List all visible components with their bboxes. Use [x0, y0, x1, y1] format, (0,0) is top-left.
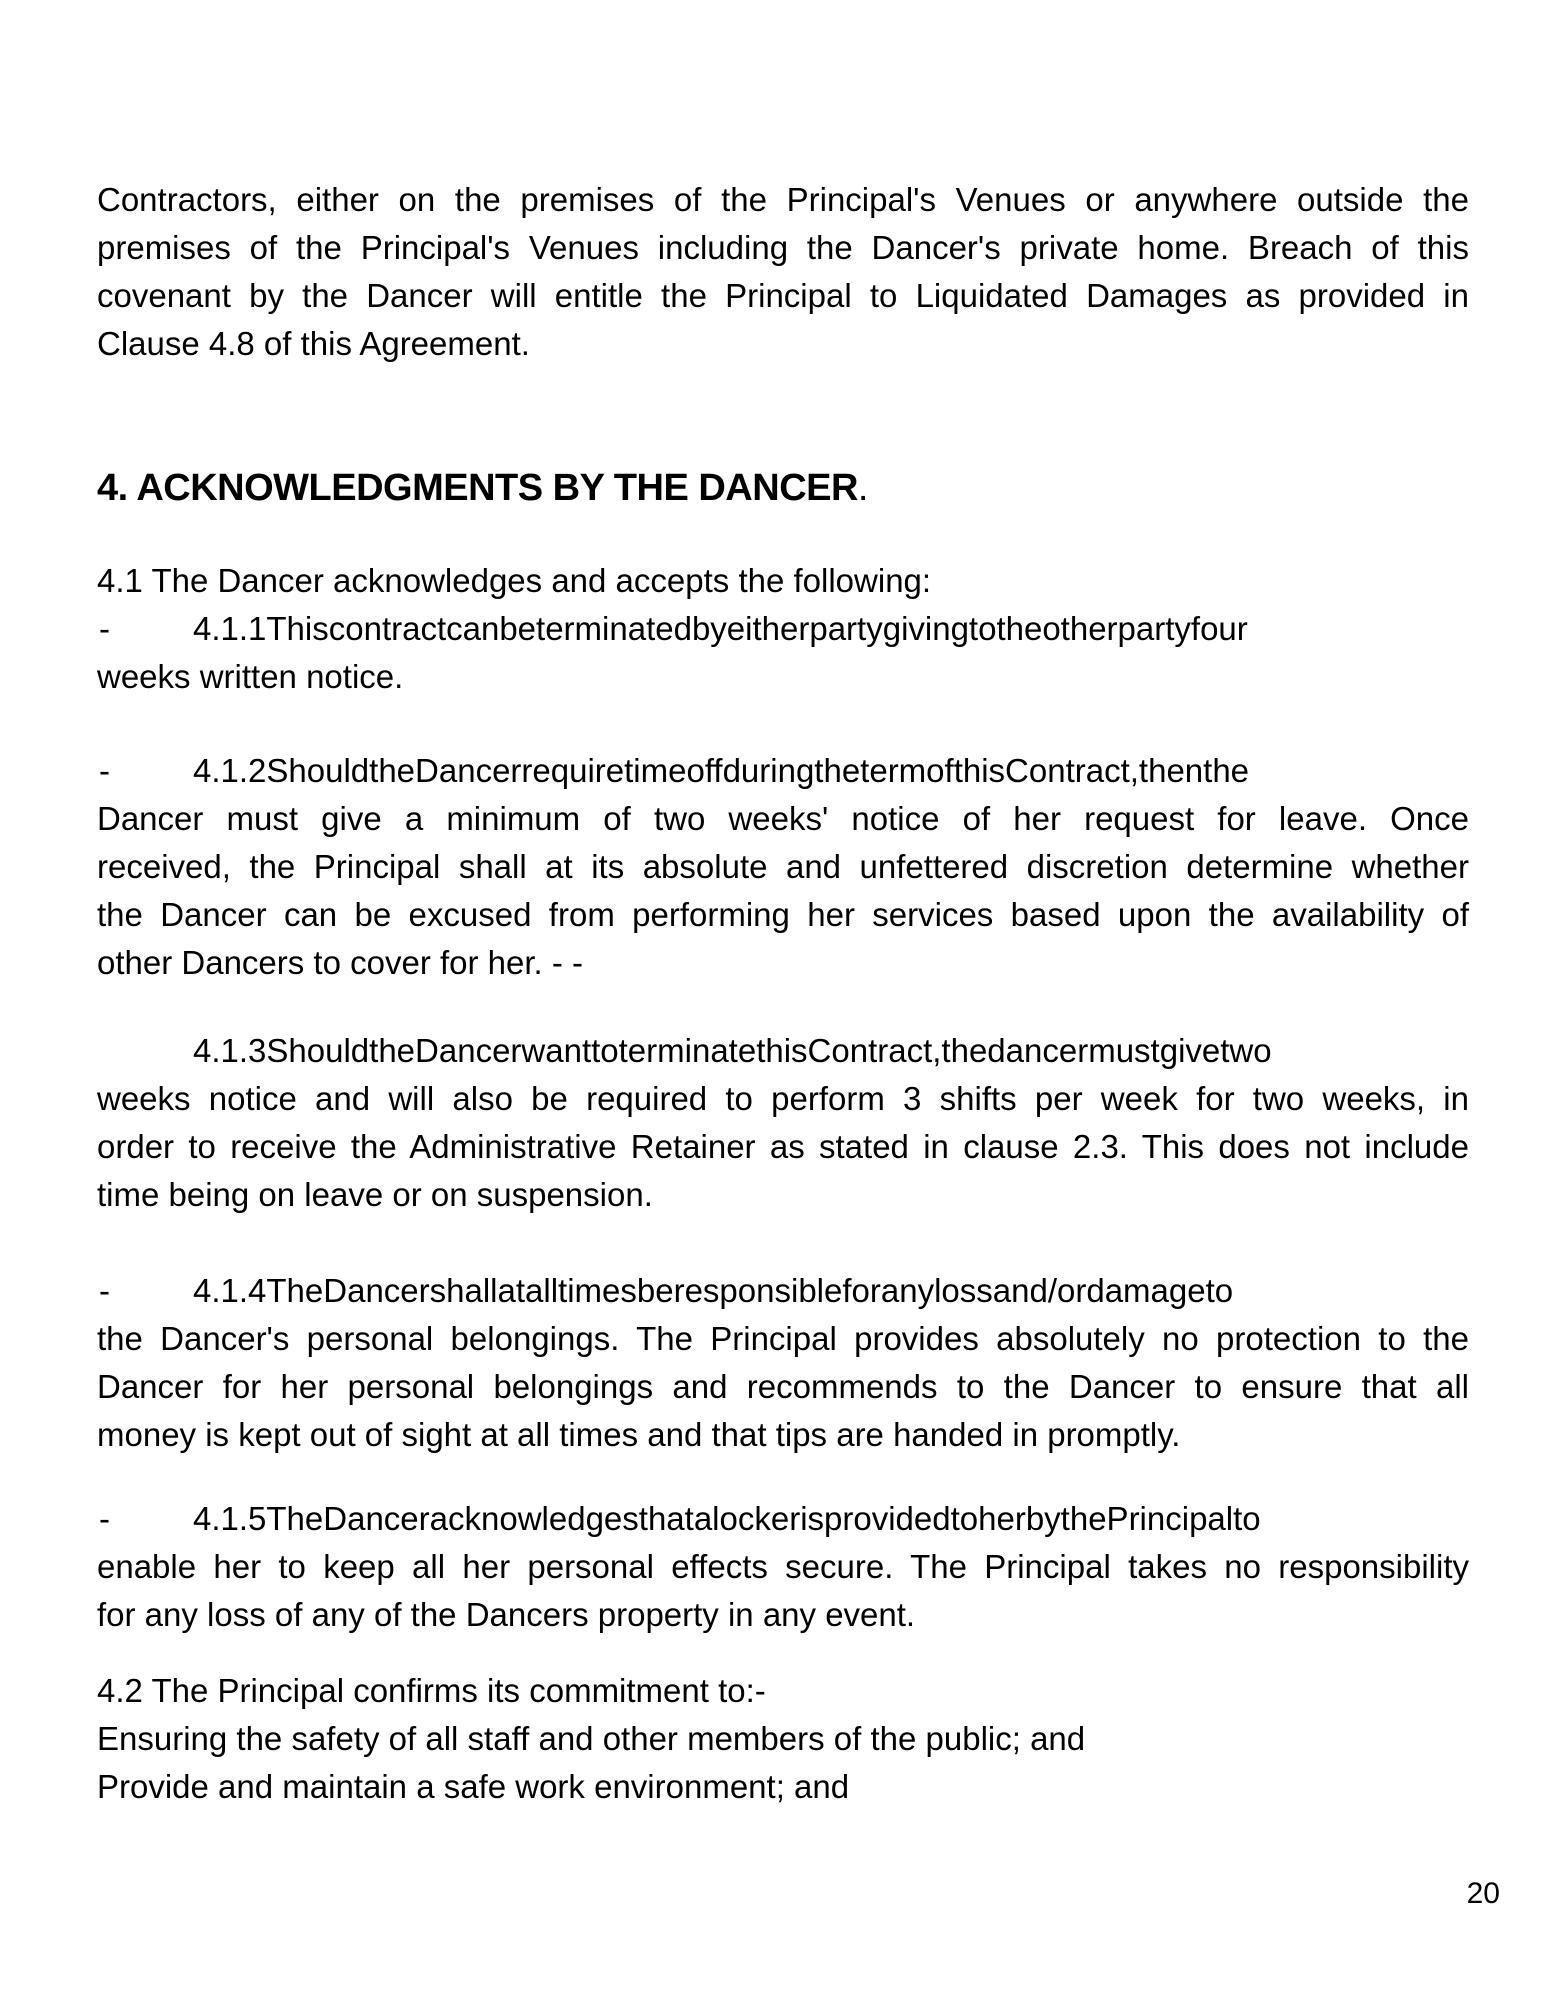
- text-line: Dancer must give a minimum of two weeks' notice of her request for leave. Once: [97, 800, 1469, 837]
- text-line: Ensuring the safety of all staff and other members of the public; and: [97, 1720, 1086, 1757]
- text-line: covenant by the Dancer will entitle the Principal to Liquidated Damages as provided in: [97, 277, 1469, 314]
- text-line: 4.2 The Principal confirms its commitment to:-: [97, 1672, 766, 1709]
- dash-marker: -: [99, 1500, 110, 1537]
- text-line: premises of the Principal's Venues including the Dancer's private home. Breach of this: [97, 229, 1469, 266]
- clause-4-1-5-line: [97, 1495, 1469, 1543]
- clause-4-1-4: [97, 1267, 1469, 1459]
- text-line: other Dancers to cover for her. - -: [97, 944, 584, 981]
- text-line: Contractors, either on the premises of the Principal's Venues or anywhere outside the: [97, 181, 1469, 218]
- clause-4-1-3-line: [97, 1027, 1469, 1075]
- dash-marker: -: [99, 752, 110, 789]
- text-line: received, the Principal shall at its absolute and unfettered discretion determine whether: [97, 848, 1469, 885]
- clause-text: 4.1.4TheDancershallatalltimesberesponsibleforanylossand/ordamageto: [193, 1272, 1234, 1309]
- text-line: Clause 4.8 of this Agreement.: [97, 325, 530, 362]
- text-line: the Dancer's personal belongings. The Principal provides absolutely no protection to the: [97, 1320, 1469, 1357]
- dash-marker: -: [99, 1272, 110, 1309]
- text-line: weeks written notice.: [97, 658, 404, 695]
- document-page: [97, 176, 1469, 1811]
- clause-4-2: [97, 1667, 1469, 1811]
- text-line: money is kept out of sight at all times and that tips are handed in promptly.: [97, 1416, 1181, 1453]
- heading-period: .: [857, 467, 868, 509]
- dash-marker: -: [99, 610, 110, 647]
- text-line: Dancer for her personal belongings and recommends to the Dancer to ensure that all: [97, 1368, 1469, 1405]
- text-line: order to receive the Administrative Retainer as stated in clause 2.3. This does not include: [97, 1128, 1469, 1165]
- clause-4-1-3: [97, 1027, 1469, 1219]
- clause-4-1-4-line: [97, 1267, 1469, 1315]
- text-line: 4.1 The Dancer acknowledges and accepts the following:: [97, 562, 932, 599]
- text-line: for any loss of any of the Dancers property in any event.: [97, 1596, 916, 1633]
- text-line: the Dancer can be excused from performing her services based upon the availability of: [97, 896, 1469, 933]
- clause-text: 4.1.1Thiscontractcanbeterminatedbyeitherpartygivingtotheotherpartyfour: [193, 610, 1248, 647]
- text-line: time being on leave or on suspension.: [97, 1176, 653, 1213]
- clause-4-1-2-line: [97, 747, 1469, 795]
- clause-4-1-2: [97, 747, 1469, 987]
- heading-text: 4. ACKNOWLEDGMENTS BY THE DANCER: [97, 467, 858, 509]
- section-heading-acknowledgments: [97, 464, 1469, 512]
- clause-text: 4.1.5TheDanceracknowledgesthatalockerisprovidedtoherbythePrincipalto: [193, 1500, 1261, 1537]
- paragraph-contractors: [97, 176, 1469, 368]
- text-line: Provide and maintain a safe work environment; and: [97, 1768, 850, 1805]
- text-line: enable her to keep all her personal effects secure. The Principal takes no responsibility: [97, 1548, 1469, 1585]
- clause-4-1-1-line: [97, 605, 1469, 653]
- clause-text: 4.1.2ShouldtheDancerrequiretimeoffduringthetermofthisContract,thenthe: [193, 752, 1250, 789]
- clause-4-1-5: [97, 1495, 1469, 1639]
- page-number: 20: [1466, 1877, 1500, 1910]
- text-line: weeks notice and will also be required to perform 3 shifts per week for two weeks, in: [97, 1080, 1469, 1117]
- clause-text: 4.1.3ShouldtheDancerwanttoterminatethisContract,thedancermustgivetwo: [193, 1032, 1272, 1069]
- clause-4-1: [97, 557, 1469, 701]
